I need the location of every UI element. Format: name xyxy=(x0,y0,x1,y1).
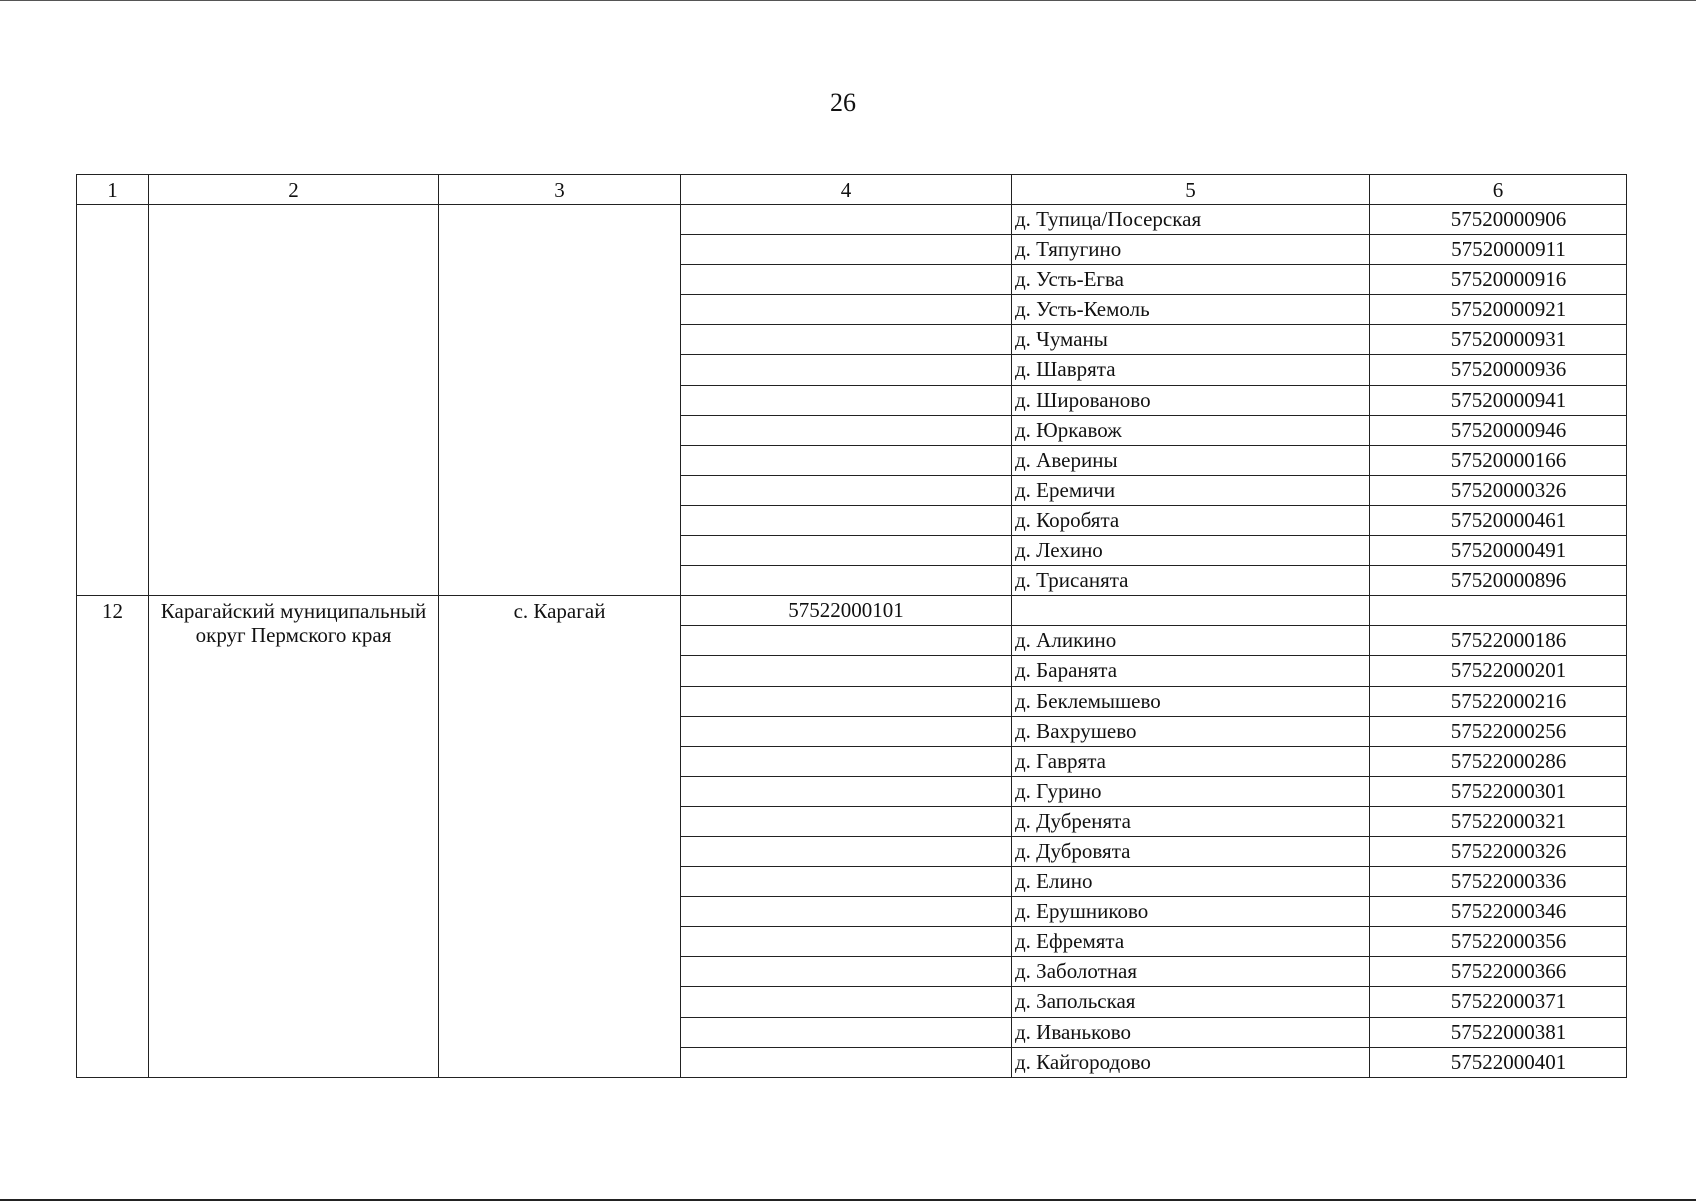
settlement-code-cell: 57522000326 xyxy=(1370,836,1627,866)
settlement-cell xyxy=(1012,596,1370,626)
settlement-cell: д. Заболотная xyxy=(1012,957,1370,987)
center-code-cell xyxy=(681,566,1012,596)
settlement-cell: д. Коробята xyxy=(1012,505,1370,535)
center-code-cell xyxy=(681,355,1012,385)
settlement-cell: д. Беклемышево xyxy=(1012,686,1370,716)
settlement-cell: д. Еремичи xyxy=(1012,475,1370,505)
settlement-code-cell xyxy=(1370,596,1627,626)
district-cell: Карагайский муниципальный округ Пермского края xyxy=(149,596,439,1078)
center-code-cell xyxy=(681,686,1012,716)
district-cell xyxy=(149,205,439,596)
settlement-cell: д. Шаврята xyxy=(1012,355,1370,385)
settlement-code-cell: 57520000166 xyxy=(1370,445,1627,475)
center-code-cell xyxy=(681,325,1012,355)
center-code-cell xyxy=(681,806,1012,836)
center-code-cell xyxy=(681,746,1012,776)
settlement-code-cell: 57522000186 xyxy=(1370,626,1627,656)
settlement-code-cell: 57522000346 xyxy=(1370,897,1627,927)
settlement-cell: д. Тупица/Посерская xyxy=(1012,205,1370,235)
center-cell xyxy=(439,205,681,596)
settlement-cell: д. Кайгородово xyxy=(1012,1047,1370,1077)
center-code-cell xyxy=(681,235,1012,265)
settlement-code-cell: 57522000371 xyxy=(1370,987,1627,1017)
settlement-cell: д. Тяпугино xyxy=(1012,235,1370,265)
center-code-cell xyxy=(681,957,1012,987)
settlement-cell: д. Елино xyxy=(1012,867,1370,897)
center-cell: с. Карагай xyxy=(439,596,681,1078)
settlement-cell: д. Шированово xyxy=(1012,385,1370,415)
center-code-cell xyxy=(681,987,1012,1017)
settlement-cell: д. Ерушниково xyxy=(1012,897,1370,927)
settlement-cell: д. Гурино xyxy=(1012,776,1370,806)
settlement-cell: д. Аверины xyxy=(1012,445,1370,475)
center-code-cell xyxy=(681,656,1012,686)
settlement-code-cell: 57522000401 xyxy=(1370,1047,1627,1077)
settlement-code-cell: 57522000366 xyxy=(1370,957,1627,987)
settlement-code-cell: 57522000321 xyxy=(1370,806,1627,836)
column-header: 6 xyxy=(1370,175,1627,205)
table-row xyxy=(77,205,1627,235)
center-code-cell xyxy=(681,295,1012,325)
page-number: 26 xyxy=(830,88,856,117)
settlement-code-cell: 57520000326 xyxy=(1370,475,1627,505)
settlement-cell: д. Аликино xyxy=(1012,626,1370,656)
column-header: 3 xyxy=(439,175,681,205)
settlement-cell: д. Гаврята xyxy=(1012,746,1370,776)
table-header-row xyxy=(77,175,1627,205)
center-code-cell xyxy=(681,867,1012,897)
settlement-cell: д. Дубровята xyxy=(1012,836,1370,866)
center-code-cell xyxy=(681,716,1012,746)
center-code-cell xyxy=(681,1047,1012,1077)
center-code-cell xyxy=(681,897,1012,927)
center-code-cell xyxy=(681,836,1012,866)
settlement-cell: д. Баранята xyxy=(1012,656,1370,686)
settlement-code-cell: 57522000381 xyxy=(1370,1017,1627,1047)
column-header: 2 xyxy=(149,175,439,205)
center-code-cell xyxy=(681,475,1012,505)
center-code-cell xyxy=(681,415,1012,445)
column-header: 1 xyxy=(77,175,149,205)
settlement-code-cell: 57520000931 xyxy=(1370,325,1627,355)
settlement-code-cell: 57520000921 xyxy=(1370,295,1627,325)
settlement-code-cell: 57520000491 xyxy=(1370,536,1627,566)
settlement-cell: д. Юркавож xyxy=(1012,415,1370,445)
settlement-code-cell: 57522000286 xyxy=(1370,746,1627,776)
settlement-cell: д. Трисанята xyxy=(1012,566,1370,596)
settlement-code-cell: 57520000936 xyxy=(1370,355,1627,385)
settlement-code-cell: 57520000911 xyxy=(1370,235,1627,265)
settlement-code-cell: 57522000201 xyxy=(1370,656,1627,686)
settlement-code-cell: 57520000946 xyxy=(1370,415,1627,445)
column-header: 5 xyxy=(1012,175,1370,205)
table-body xyxy=(77,175,1627,1078)
center-code-cell xyxy=(681,385,1012,415)
center-code-cell: 57522000101 xyxy=(681,596,1012,626)
settlement-code-cell: 57520000941 xyxy=(1370,385,1627,415)
center-code-cell xyxy=(681,445,1012,475)
settlement-code-cell: 57522000216 xyxy=(1370,686,1627,716)
table-row xyxy=(77,596,1627,626)
settlement-cell: д. Усть-Егва xyxy=(1012,265,1370,295)
center-code-cell xyxy=(681,776,1012,806)
settlement-code-cell: 57522000301 xyxy=(1370,776,1627,806)
settlement-cell: д. Ефремята xyxy=(1012,927,1370,957)
settlement-cell: д. Запольская xyxy=(1012,987,1370,1017)
center-code-cell xyxy=(681,205,1012,235)
settlement-code-cell: 57522000356 xyxy=(1370,927,1627,957)
number-cell xyxy=(77,205,149,596)
settlement-cell: д. Усть-Кемоль xyxy=(1012,295,1370,325)
settlement-cell: д. Вахрушево xyxy=(1012,716,1370,746)
center-code-cell xyxy=(681,1017,1012,1047)
number-cell: 12 xyxy=(77,596,149,1078)
center-code-cell xyxy=(681,536,1012,566)
settlement-cell: д. Иваньково xyxy=(1012,1017,1370,1047)
settlement-code-cell: 57520000906 xyxy=(1370,205,1627,235)
settlement-code-cell: 57520000461 xyxy=(1370,505,1627,535)
settlement-cell: д. Лехино xyxy=(1012,536,1370,566)
settlement-code-cell: 57522000256 xyxy=(1370,716,1627,746)
settlements-table xyxy=(76,174,1627,1078)
settlement-cell: д. Чуманы xyxy=(1012,325,1370,355)
center-code-cell xyxy=(681,927,1012,957)
center-code-cell xyxy=(681,626,1012,656)
center-code-cell xyxy=(681,505,1012,535)
column-header: 4 xyxy=(681,175,1012,205)
settlement-code-cell: 57520000916 xyxy=(1370,265,1627,295)
settlement-code-cell: 57520000896 xyxy=(1370,566,1627,596)
settlement-cell: д. Дубренята xyxy=(1012,806,1370,836)
settlement-code-cell: 57522000336 xyxy=(1370,867,1627,897)
center-code-cell xyxy=(681,265,1012,295)
